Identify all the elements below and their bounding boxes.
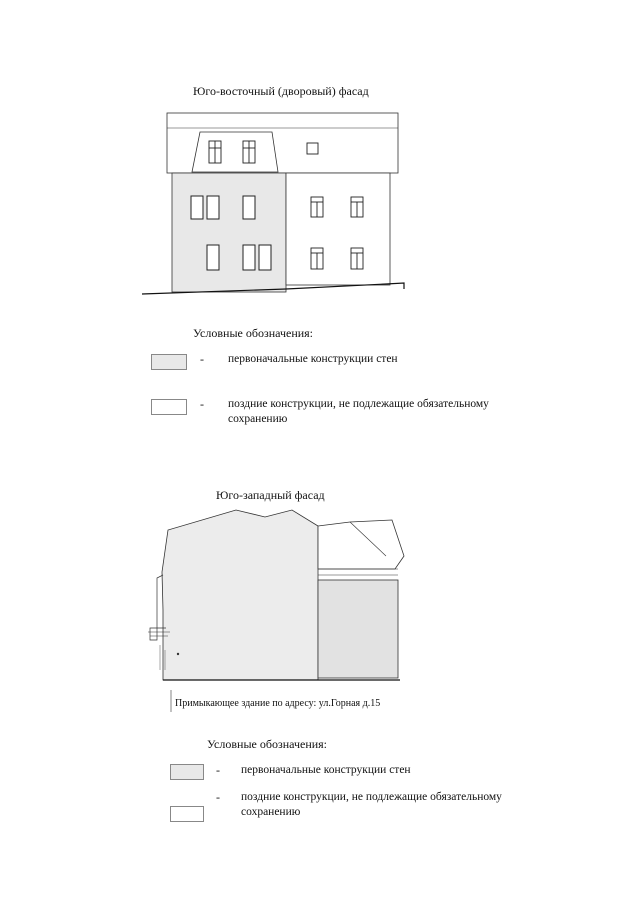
facade-2-right-roof: [318, 520, 404, 569]
legend-2-dash: -: [216, 763, 220, 777]
legend-2-item-original: первоначальные конструкции стен: [241, 764, 411, 776]
legend-2-item-late: поздние конструкции, не подлежащие обязательному сохранению: [241, 791, 502, 818]
facade-2-title: Юго-западный фасад: [216, 488, 325, 502]
legend-2-swatch-late: [170, 806, 204, 822]
legend-2-swatch-original: [170, 764, 204, 780]
legend-2-title: Условные обозначения:: [207, 737, 328, 751]
legend-1-dash: -: [200, 352, 204, 366]
legend-1-title: Условные обозначения:: [193, 326, 314, 340]
legend-2-dash: -: [216, 790, 220, 804]
facade-2-note: Примыкающее здание по адресу: ул.Горная д.15: [175, 698, 381, 709]
facade-2-adjacent-building: [162, 510, 318, 680]
facade-2-original-wall: [318, 580, 398, 678]
legend-1-item-late: поздние конструкции, не подлежащие обязательному сохранению: [228, 398, 489, 425]
legend-1-dash: -: [200, 397, 204, 411]
facade-1-title: Юго-восточный (дворовый) фасад: [193, 84, 369, 98]
legend-1-item-original: первоначальные конструкции стен: [228, 353, 398, 365]
